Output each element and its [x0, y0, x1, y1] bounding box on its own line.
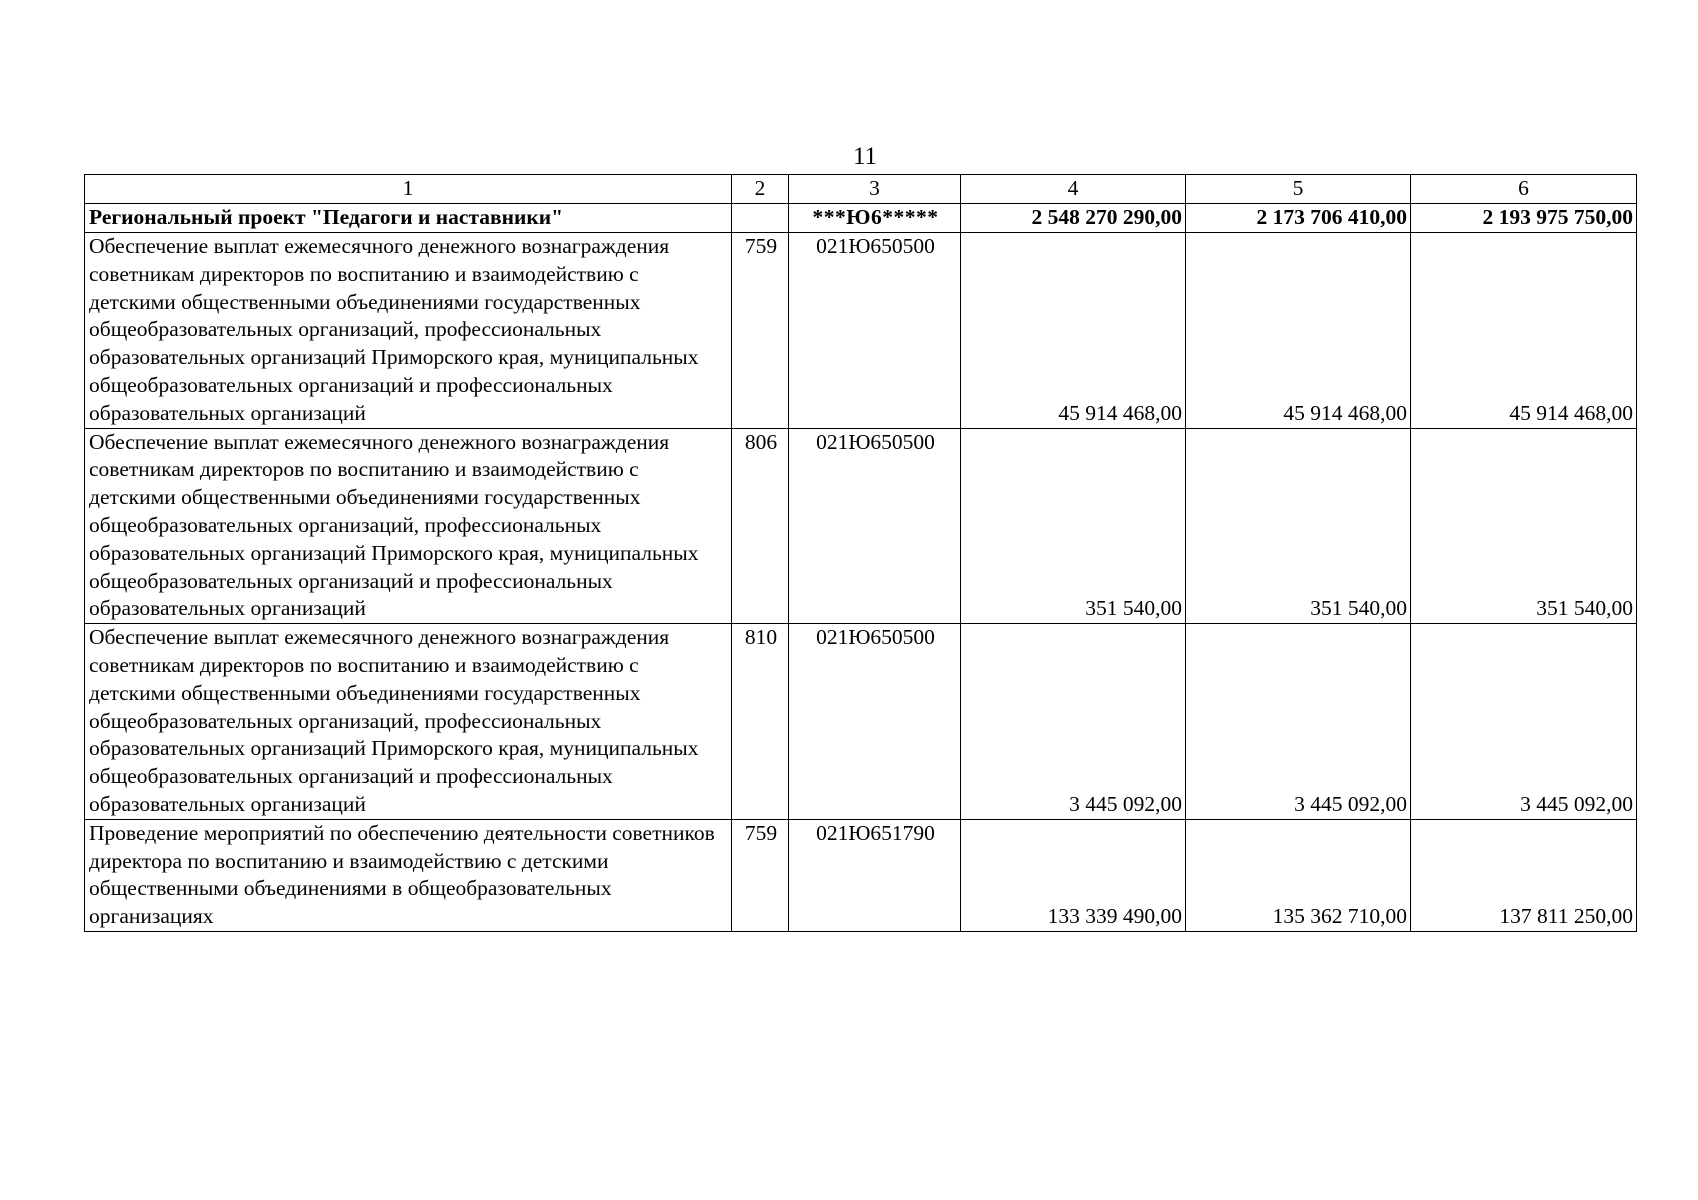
table-row [85, 819, 1637, 931]
row-code: 021Ю651790 [789, 819, 961, 931]
table-row [85, 233, 1637, 429]
row-grbs: 759 [732, 233, 789, 429]
row-grbs: 806 [732, 428, 789, 624]
project-total-row [85, 204, 1637, 233]
row-sum-1: 3 445 092,00 [961, 624, 1186, 820]
row-sum-1: 133 339 490,00 [961, 819, 1186, 931]
row-code: 021Ю650500 [789, 233, 961, 429]
column-number-3: 3 [789, 175, 961, 204]
table-row [85, 624, 1637, 820]
row-name: Обеспечение выплат ежемесячного денежного вознаграждения советникам директоров по воспитанию и взаимодействию с детскими общественными объединениями государственных общеобразовательных организаций, профессиональных образовательных организаций Приморского края, муниципальных общеобразовательных организаций и профессиональных образовательных организаций [85, 233, 732, 429]
row-sum-2: 351 540,00 [1186, 428, 1411, 624]
project-sum-1: 2 548 270 290,00 [961, 204, 1186, 233]
column-number-5: 5 [1186, 175, 1411, 204]
row-name: Проведение мероприятий по обеспечению деятельности советников директора по воспитанию и взаимодействию с детскими общественными объединениями в общеобразовательных организациях [85, 819, 732, 931]
project-name: Региональный проект "Педагоги и наставники" [85, 204, 732, 233]
project-sum-2: 2 173 706 410,00 [1186, 204, 1411, 233]
column-number-6: 6 [1411, 175, 1637, 204]
row-name: Обеспечение выплат ежемесячного денежного вознаграждения советникам директоров по воспитанию и взаимодействию с детскими общественными объединениями государственных общеобразовательных организаций, профессиональных образовательных организаций Приморского края, муниципальных общеобразовательных организаций и профессиональных образовательных организаций [85, 428, 732, 624]
page-number: 11 [852, 143, 878, 170]
row-sum-1: 351 540,00 [961, 428, 1186, 624]
column-number-row [85, 175, 1637, 204]
budget-table [84, 174, 1637, 932]
row-grbs: 810 [732, 624, 789, 820]
row-sum-3: 137 811 250,00 [1411, 819, 1637, 931]
row-sum-3: 45 914 468,00 [1411, 233, 1637, 429]
row-code: 021Ю650500 [789, 624, 961, 820]
row-sum-2: 135 362 710,00 [1186, 819, 1411, 931]
row-sum-2: 3 445 092,00 [1186, 624, 1411, 820]
column-number-2: 2 [732, 175, 789, 204]
table-row [85, 428, 1637, 624]
row-code: 021Ю650500 [789, 428, 961, 624]
row-sum-3: 3 445 092,00 [1411, 624, 1637, 820]
row-sum-2: 45 914 468,00 [1186, 233, 1411, 429]
row-sum-1: 45 914 468,00 [961, 233, 1186, 429]
row-grbs: 759 [732, 819, 789, 931]
column-number-4: 4 [961, 175, 1186, 204]
row-name: Обеспечение выплат ежемесячного денежного вознаграждения советникам директоров по воспитанию и взаимодействию с детскими общественными объединениями государственных общеобразовательных организаций, профессиональных образовательных организаций Приморского края, муниципальных общеобразовательных организаций и профессиональных образовательных организаций [85, 624, 732, 820]
project-code: ***Ю6***** [789, 204, 961, 233]
project-grbs [732, 204, 789, 233]
project-sum-3: 2 193 975 750,00 [1411, 204, 1637, 233]
column-number-1: 1 [85, 175, 732, 204]
row-sum-3: 351 540,00 [1411, 428, 1637, 624]
